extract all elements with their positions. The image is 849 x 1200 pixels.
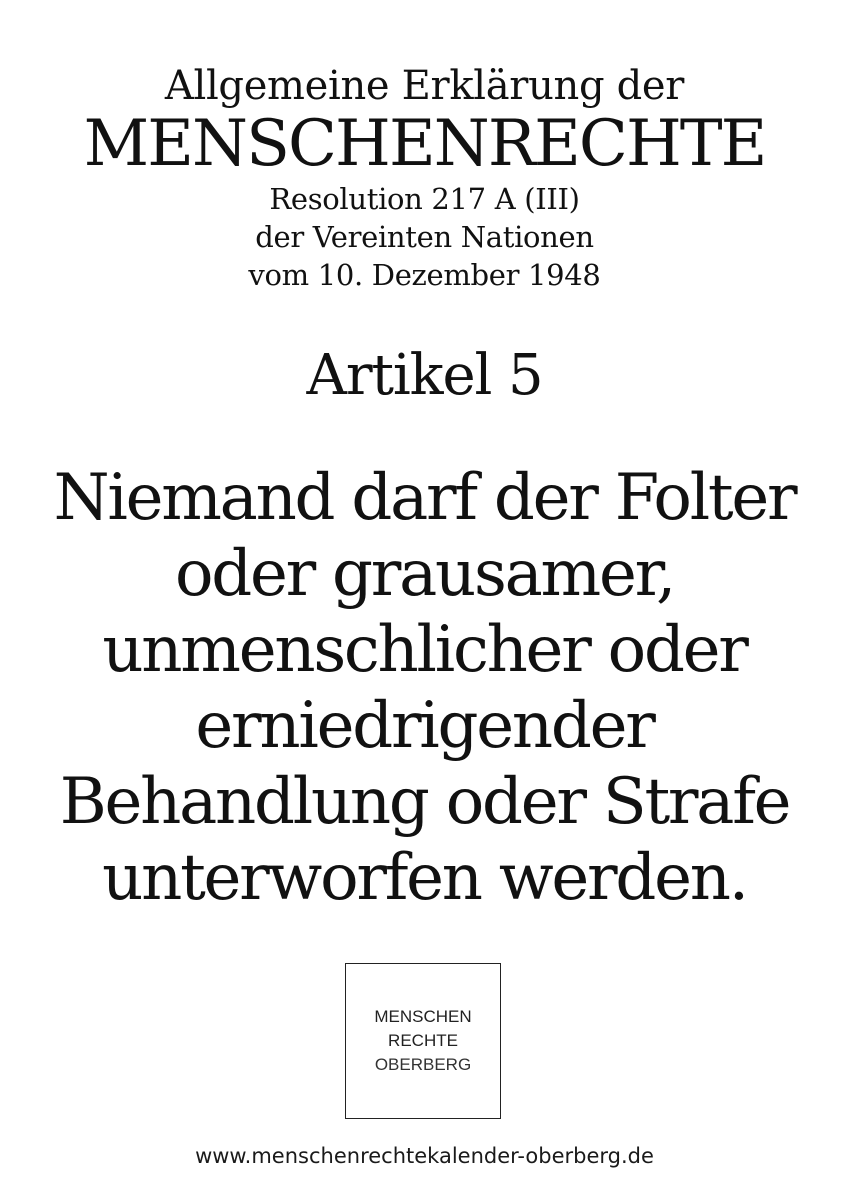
logo-line: MENSCHEN — [374, 1007, 472, 1026]
logo-line: OBERBERG — [374, 1055, 472, 1074]
header-main-title: MENSCHENRECHTE — [83, 107, 766, 181]
article-text-line: Behandlung oder Strafe — [59, 765, 790, 839]
website-url: www.menschenrechtekalender-oberberg.de — [195, 1144, 654, 1168]
menschenrechte-oberberg-logo — [345, 963, 501, 1119]
header-resolution: Resolution 217 A (III) — [269, 182, 580, 216]
article-text-line: Niemand darf der Folter — [53, 461, 796, 535]
article-text — [20, 460, 829, 916]
logo-line: RECHTE — [388, 1031, 458, 1050]
document-header — [0, 62, 849, 294]
header-title-line: Allgemeine Erklärung der — [164, 63, 685, 109]
article-title: Artikel 5 — [306, 343, 543, 408]
header-organization: der Vereinten Nationen — [255, 220, 594, 254]
article-text-line: oder grausamer, — [174, 537, 675, 611]
header-date: vom 10. Dezember 1948 — [248, 258, 601, 292]
article-text-line: unmenschlicher oder — [102, 613, 747, 687]
article-text-line: unterworfen werden. — [102, 841, 747, 915]
article-text-line: erniedrigender — [195, 689, 654, 763]
